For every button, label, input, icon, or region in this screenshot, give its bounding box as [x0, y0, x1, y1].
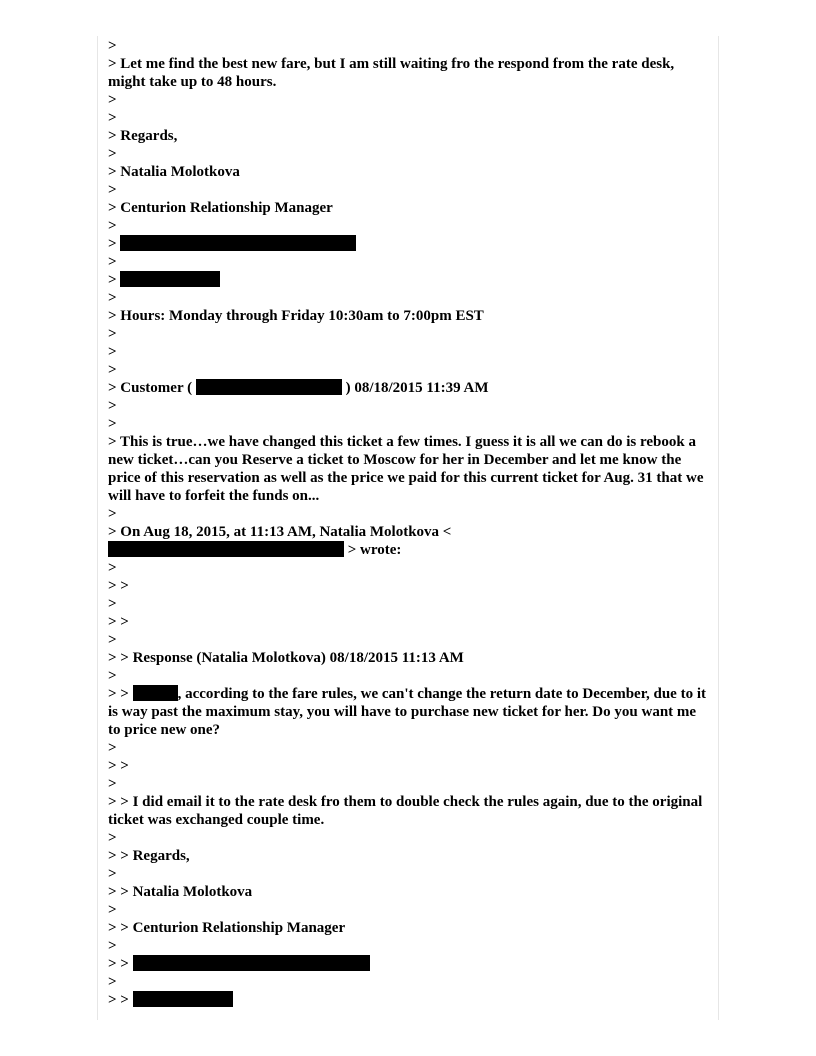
thread-line — [108, 379, 712, 397]
thread-line — [108, 199, 712, 217]
thread-line — [108, 37, 712, 55]
thread-line — [108, 793, 712, 829]
thread-line — [108, 991, 712, 1009]
line-text: > > — [108, 758, 129, 774]
thread-line — [108, 127, 712, 145]
thread-line — [108, 577, 712, 595]
thread-line — [108, 505, 712, 523]
line-text: , according to the fare rules, we can't change the return date to December, due to it is way past the maximum stay, you will have to purchase new ticket for her. Do you want me to price new one? — [108, 686, 710, 738]
line-text: > — [108, 398, 117, 414]
thread-line — [108, 289, 712, 307]
line-text: > Natalia Molotkova — [108, 164, 240, 180]
line-text: > — [108, 740, 117, 756]
line-text: > Regards, — [108, 128, 178, 144]
thread-line — [108, 397, 712, 415]
line-text: > — [108, 218, 117, 234]
thread-line — [108, 91, 712, 109]
line-text: > — [108, 866, 117, 882]
redaction-bar — [120, 271, 220, 287]
thread-line — [108, 865, 712, 883]
line-text: ) 08/18/2015 11:39 AM — [341, 380, 489, 396]
line-text: > Centurion Relationship Manager — [108, 200, 333, 216]
thread-line — [108, 973, 712, 991]
line-text: > > Response (Natalia Molotkova) 08/18/2015 11:13 AM — [108, 650, 464, 666]
line-text: > > Centurion Relationship Manager — [108, 920, 346, 936]
email-thread-body — [108, 37, 712, 1009]
line-text: > On Aug 18, 2015, at 11:13 AM, Natalia Molotkova < — [108, 524, 452, 540]
thread-line — [108, 829, 712, 847]
line-text: > — [108, 92, 117, 108]
line-text: > — [108, 344, 117, 360]
line-text: > > — [108, 614, 129, 630]
thread-line — [108, 55, 712, 91]
line-text: > — [108, 182, 117, 198]
thread-line — [108, 217, 712, 235]
thread-line — [108, 919, 712, 937]
line-text: > — [108, 776, 117, 792]
thread-line — [108, 739, 712, 757]
thread-line — [108, 325, 712, 343]
redaction-bar — [196, 379, 342, 395]
line-text: > — [108, 110, 117, 126]
line-text: > — [108, 596, 117, 612]
thread-line — [108, 631, 712, 649]
redaction-bar — [108, 541, 344, 557]
thread-line — [108, 361, 712, 379]
thread-line — [108, 271, 712, 289]
thread-line — [108, 253, 712, 271]
thread-line — [108, 145, 712, 163]
redaction-bar — [133, 955, 370, 971]
line-text: > This is true…we have changed this ticket a few times. I guess it is all we can do is rebook a new ticket…can you Reserve a ticket to Moscow for her in December and let me know the price of this reservation as well as the price we paid for this current ticket for Aug. 31 that we will have to forfeit the funds on... — [108, 434, 708, 504]
line-text: > — [108, 326, 117, 342]
line-text: > Let me find the best new fare, but I am still waiting fro the respond from the rate desk, might take up to 48 hours. — [108, 56, 678, 90]
thread-line — [108, 937, 712, 955]
line-text: > > I did email it to the rate desk fro them to double check the rules again, due to the original ticket was exchanged couple time. — [108, 794, 707, 828]
line-text: > — [108, 254, 117, 270]
thread-line — [108, 883, 712, 901]
thread-line — [108, 757, 712, 775]
line-text: > — [108, 632, 117, 648]
thread-line — [108, 433, 712, 505]
line-text: > — [108, 938, 117, 954]
thread-line — [108, 901, 712, 919]
thread-line — [108, 523, 712, 541]
line-text: > — [108, 830, 117, 846]
left-margin-rule — [97, 36, 98, 1020]
line-text: > Customer ( — [108, 380, 196, 396]
line-text: > — [108, 146, 117, 162]
line-text: > > — [108, 956, 133, 972]
line-text: > wrote: — [344, 542, 402, 558]
line-text: > — [108, 560, 117, 576]
thread-line — [108, 955, 712, 973]
thread-line — [108, 181, 712, 199]
right-margin-rule — [718, 36, 719, 1020]
thread-line — [108, 613, 712, 631]
line-text: > — [108, 668, 117, 684]
thread-line — [108, 541, 712, 559]
line-text: > — [108, 38, 117, 54]
thread-line — [108, 415, 712, 433]
thread-line — [108, 685, 712, 739]
line-text: > > — [108, 686, 133, 702]
line-text: > — [108, 236, 121, 252]
line-text: > — [108, 290, 117, 306]
line-text: > > Natalia Molotkova — [108, 884, 253, 900]
thread-line — [108, 595, 712, 613]
line-text: > — [108, 416, 117, 432]
redaction-bar — [133, 685, 178, 701]
thread-line — [108, 307, 712, 325]
thread-line — [108, 667, 712, 685]
line-text: > > — [108, 578, 129, 594]
thread-line — [108, 775, 712, 793]
line-text: > — [108, 506, 117, 522]
line-text: > Hours: Monday through Friday 10:30am to 7:00pm EST — [108, 308, 484, 324]
line-text: > — [108, 272, 121, 288]
redaction-bar — [133, 991, 233, 1007]
thread-line — [108, 649, 712, 667]
thread-line — [108, 343, 712, 361]
thread-line — [108, 235, 712, 253]
line-text: > — [108, 902, 117, 918]
line-text: > — [108, 362, 117, 378]
thread-line — [108, 163, 712, 181]
redaction-bar — [120, 235, 356, 251]
line-text: > > — [108, 992, 133, 1008]
line-text: > — [108, 974, 117, 990]
line-text: > > Regards, — [108, 848, 190, 864]
thread-line — [108, 109, 712, 127]
thread-line — [108, 847, 712, 865]
thread-line — [108, 559, 712, 577]
